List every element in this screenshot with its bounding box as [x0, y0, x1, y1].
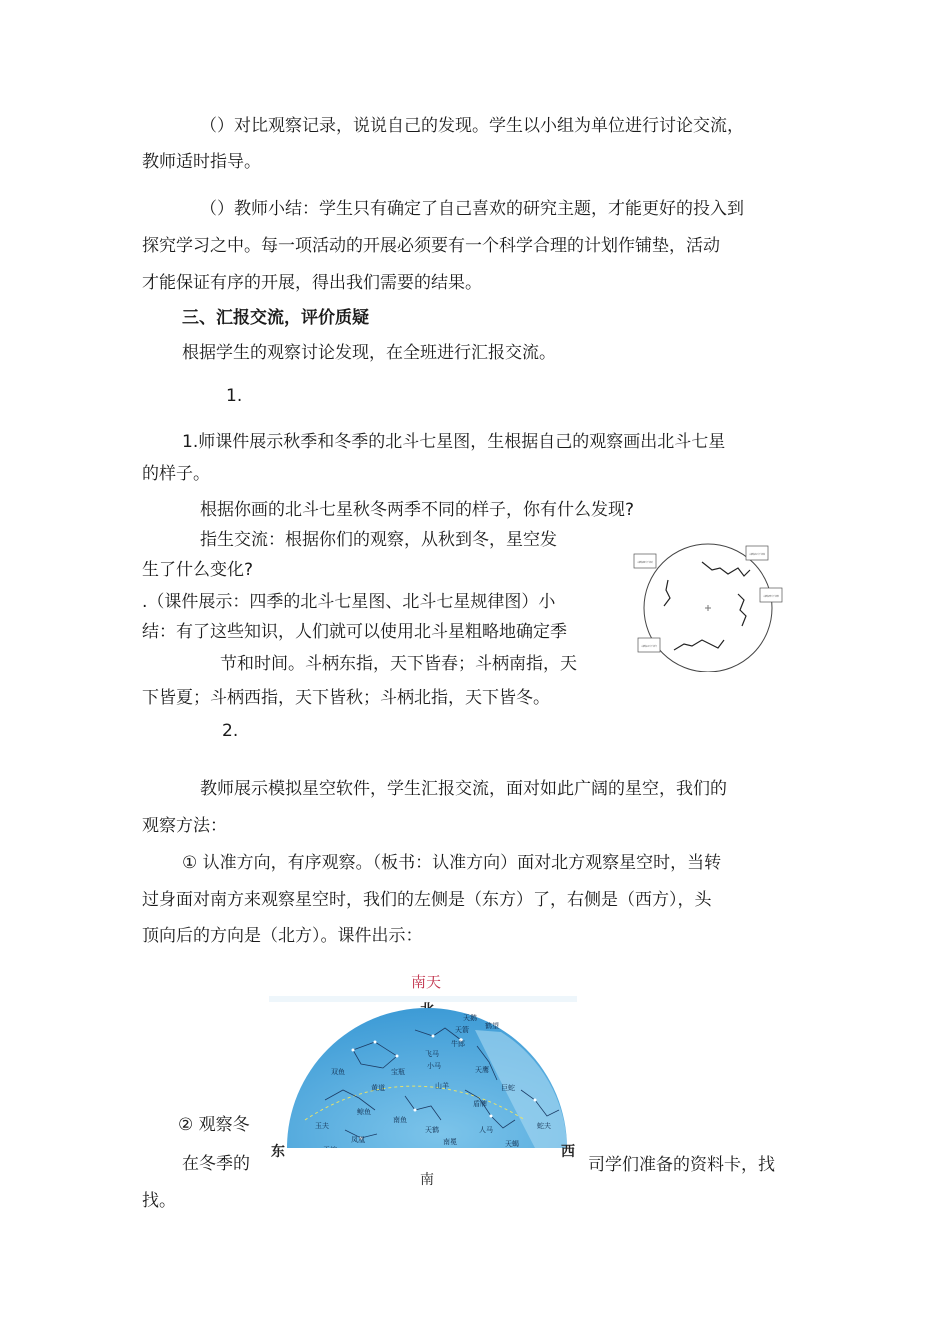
- southern-sky-map: [265, 970, 585, 1192]
- para-1-line-1: （）对比观察记录，说说自己的发现。学生以小组为单位进行讨论交流，: [200, 116, 744, 136]
- para-7-line-4: 下皆夏；斗柄西指，天下皆秋；斗柄北指，天下皆冬。: [142, 688, 550, 708]
- sky-map-south-label: 南: [420, 1172, 434, 1188]
- sky-map-constellation-8: 天鹰: [475, 1066, 489, 1074]
- sky-map-east-label: 东: [271, 1144, 285, 1160]
- para-7-line-1: .（课件展示：四季的北斗七星图、北斗七星规律图）小: [142, 592, 556, 612]
- para-4-line-1: 1.师课件展示秋季和冬季的北斗七星图，生根据自己的观察画出北斗七星: [182, 432, 726, 452]
- para-11-left: 在冬季的: [182, 1154, 250, 1174]
- para-11-right: 司学们准备的资料卡，找: [588, 1155, 775, 1175]
- sky-map-title: 南天: [410, 973, 442, 991]
- para-8-line-1: 教师展示模拟星空软件，学生汇报交流，面对如此广阔的星空，我们的: [200, 779, 727, 799]
- para-2-line-2: 探究学习之中。每一项活动的开展必须要有一个科学合理的计划作铺垫，活动: [142, 236, 720, 256]
- sky-map-west-label: 西: [561, 1144, 575, 1160]
- sky-map-constellation-22: 天蝎: [505, 1140, 519, 1148]
- sky-map-constellation-13: 巨蛇: [501, 1084, 515, 1092]
- sky-map-constellation-16: 人马: [479, 1126, 493, 1134]
- para-10: ② 观察冬: [178, 1115, 250, 1135]
- para-2-line-1: （）教师小结：学生只有确定了自己喜欢的研究主题，才能更好的投入到: [200, 199, 744, 219]
- list-number-1: 1.: [226, 386, 243, 406]
- sky-map-constellation-10: 黄道: [371, 1084, 385, 1092]
- sky-map-constellation-1: 天鹅: [463, 1014, 477, 1022]
- sky-map-constellation-7: 宝瓶: [391, 1068, 405, 1076]
- big-dipper-seasons-diagram: [632, 540, 784, 672]
- sky-map-constellation-17: 蛇夫: [537, 1122, 551, 1130]
- para-2-line-3: 才能保证有序的开展，得出我们需要的结果。: [142, 273, 482, 293]
- para-9-line-1: ① 认准方向，有序观察。（板书：认准方向）面对北方观察星空时，当转: [182, 853, 722, 873]
- section-heading-3: 三、汇报交流，评价质疑: [182, 308, 369, 328]
- sky-map-constellation-18: 鲸鱼: [357, 1108, 371, 1116]
- list-number-2: 2.: [222, 721, 239, 741]
- para-9-line-3: 顶向后的方向是（北方）。课件出示：: [142, 926, 423, 946]
- sky-map-constellation-6: 小马: [427, 1062, 441, 1070]
- para-4-line-2: 的样子。: [142, 464, 210, 484]
- sky-map-constellation-4: 天箭: [455, 1026, 469, 1034]
- sky-map-constellation-9: 双鱼: [331, 1068, 345, 1076]
- para-3: 根据学生的观察讨论发现，在全班进行汇报交流。: [182, 343, 556, 363]
- dipper-label-east: 斗柄指东天下皆春: [748, 554, 766, 556]
- para-7-line-2: 结：有了这些知识，人们就可以使用北斗星粗略地确定季: [142, 622, 567, 642]
- para-1-line-2: 教师适时指导。: [142, 152, 261, 172]
- sky-map-constellation-15: 天鹤: [425, 1126, 439, 1134]
- sky-map-constellation-14: 南鱼: [393, 1116, 407, 1124]
- dipper-label-south: 斗柄指南天下皆夏: [636, 562, 654, 564]
- sky-map-constellation-23: 玉夫: [315, 1122, 329, 1130]
- dipper-label-north: 斗柄指北天下皆冬: [640, 646, 658, 648]
- para-7-line-3: 节和时间。斗柄东指，天下皆春；斗柄南指，天: [220, 654, 577, 674]
- para-5: 根据你画的北斗七星秋冬两季不同的样子，你有什么发现?: [200, 500, 635, 520]
- sky-map-constellation-20: 南冕: [443, 1138, 457, 1146]
- sky-map-constellation-2: 鹤望: [485, 1022, 499, 1030]
- sky-map-constellation-11: 山羊: [435, 1082, 449, 1090]
- para-6-line-1: 指生交流：根据你们的观察，从秋到冬，星空发: [200, 530, 557, 550]
- sky-map-constellation-19: 凤凰: [351, 1136, 365, 1144]
- para-8-line-2: 观察方法：: [142, 816, 227, 836]
- para-9-line-2: 过身面对南方来观察星空时，我们的左侧是（东方）了，右侧是（西方），头: [142, 890, 712, 910]
- dipper-label-west: 斗柄指西天下皆秋: [762, 596, 780, 598]
- sky-map-constellation-5: 牛郎: [451, 1040, 465, 1048]
- sky-map-constellation-3: 飞马: [425, 1050, 439, 1058]
- para-11-line-2: 找。: [142, 1191, 176, 1211]
- sky-map-constellation-12: 盾牌: [473, 1100, 487, 1108]
- para-6-line-2: 生了什么变化?: [142, 560, 254, 580]
